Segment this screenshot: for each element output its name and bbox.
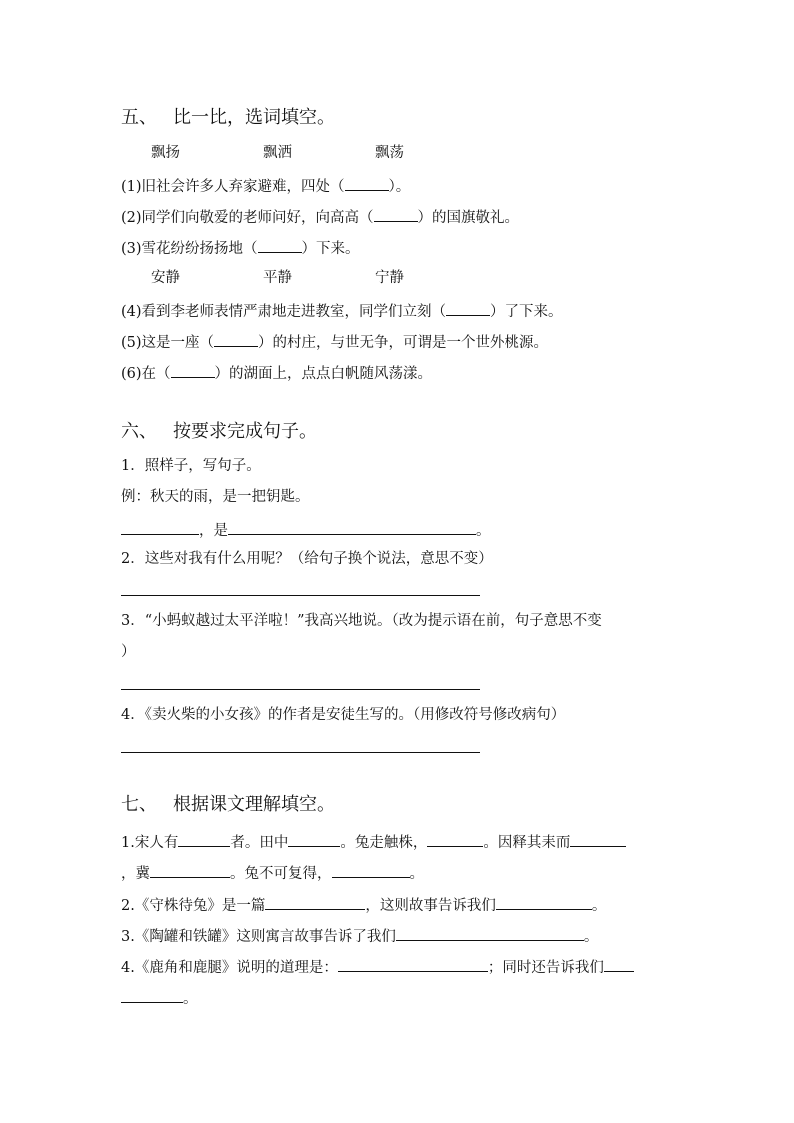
word-choice: 飘洒 [263, 145, 292, 161]
answer-blank[interactable] [214, 330, 258, 347]
word-choice: 飘荡 [375, 145, 404, 161]
answer-blank[interactable] [396, 924, 584, 941]
section-title: 比一比，选词填空。 [173, 107, 335, 128]
question-item: 4.《鹿角和鹿腿》说明的道理是： ；同时还告诉我们 [121, 955, 634, 978]
question-item-continued: 。 [121, 986, 198, 1009]
question-item: (4)看到李老师表情严肃地走进教室，同学们立刻（ ）了下来。 [121, 299, 563, 322]
answer-blank[interactable] [121, 518, 199, 535]
answer-blank[interactable] [427, 830, 483, 847]
answer-blank[interactable] [258, 236, 302, 253]
answer-line[interactable] [121, 752, 480, 753]
answer-blank[interactable] [171, 361, 215, 378]
answer-line[interactable] [121, 689, 480, 690]
answer-blank[interactable] [178, 830, 230, 847]
example-sentence: 例：秋天的雨，是一把钥匙。 [121, 489, 310, 505]
question-item: 1．照样子，写句子。 [121, 458, 261, 474]
question-item: 2.《守株待兔》是一篇 ，这则故事告诉我们 。 [121, 893, 606, 916]
section-6-heading [121, 420, 317, 444]
answer-blank[interactable] [338, 955, 488, 972]
answer-blank[interactable] [446, 299, 490, 316]
question-item: 1.宋人有 者。田中 。兔走触株， 。因释其耒而 [121, 830, 626, 853]
question-item: ，是 。 [121, 518, 491, 541]
word-choice: 平静 [263, 270, 292, 286]
question-item: (3)雪花纷纷扬扬地（ ）下来。 [121, 236, 360, 259]
answer-blank[interactable] [228, 518, 476, 535]
question-item: (6)在（ ）的湖面上，点点白帆随风荡漾。 [121, 361, 432, 384]
section-number: 七、 [121, 794, 157, 815]
question-item: 3.《陶罐和铁罐》这则寓言故事告诉了我们 。 [121, 924, 598, 947]
answer-blank[interactable] [265, 893, 365, 910]
answer-blank[interactable] [150, 861, 230, 878]
section-number: 六、 [121, 421, 157, 442]
section-7-heading [121, 793, 335, 817]
section-5-heading [121, 106, 335, 130]
word-choice: 飘扬 [151, 145, 180, 161]
answer-blank[interactable] [288, 830, 340, 847]
question-item: 3．“小蚂蚁越过太平洋啦！”我高兴地说。（改为提示语在前，句子意思不变 [121, 613, 602, 629]
section-title: 根据课文理解填空。 [173, 794, 335, 815]
section-number: 五、 [121, 107, 157, 128]
answer-blank[interactable] [496, 893, 592, 910]
answer-line[interactable] [121, 595, 480, 596]
word-choice: 安静 [151, 270, 180, 286]
question-item-continued: ） [121, 644, 136, 660]
question-item: (1)旧社会许多人弃家避难，四处（ ）。 [121, 174, 410, 197]
answer-blank[interactable] [374, 205, 418, 222]
answer-blank[interactable] [345, 174, 389, 191]
question-item: 2．这些对我有什么用呢？（给句子换个说法，意思不变） [121, 551, 493, 567]
answer-blank[interactable] [604, 955, 634, 972]
word-choice: 宁静 [375, 270, 404, 286]
answer-blank[interactable] [121, 986, 183, 1003]
question-item: (5)这是一座（ ）的村庄，与世无争，可谓是一个世外桃源。 [121, 330, 548, 353]
question-item: (2)同学们向敬爱的老师问好，向高高（ ）的国旗敬礼。 [121, 205, 519, 228]
answer-blank[interactable] [570, 830, 626, 847]
question-item: 4．《卖火柴的小女孩》的作者是安徒生写的。（用修改符号修改病句） [121, 707, 566, 723]
question-item-continued: ，冀 。兔不可复得， 。 [121, 861, 424, 884]
answer-blank[interactable] [332, 861, 410, 878]
section-title: 按要求完成句子。 [173, 421, 317, 442]
